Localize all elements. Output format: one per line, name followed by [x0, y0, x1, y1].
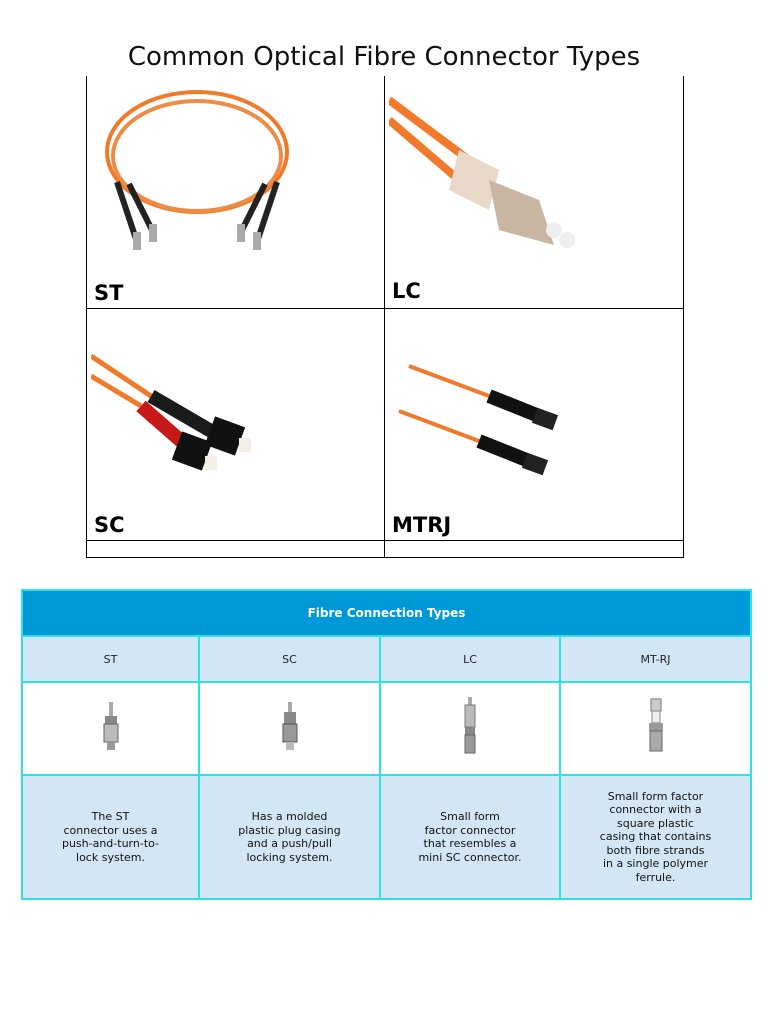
sc-label: SC: [94, 513, 125, 537]
column-header-mtrj: MT-RJ: [560, 636, 751, 682]
column-header-sc: SC: [199, 636, 380, 682]
sc-icon-cell: [199, 682, 380, 775]
lc-connector-image: [389, 80, 589, 280]
connector-photo-grid: [86, 76, 684, 558]
mtrj-description: Small form factor connector with a square plastic casing that contains both fibre strands in a single polymer ferrule.: [560, 775, 751, 899]
lc-connector-icon: [460, 697, 480, 757]
sc-connector-icon: [280, 702, 300, 752]
sc-connector-image: [91, 326, 281, 516]
sc-photo-cell: [86, 324, 385, 541]
lc-photo-cell: [384, 76, 684, 309]
table-header: Fibre Connection Types: [22, 590, 751, 636]
st-connector-icon: [101, 702, 121, 752]
mtrj-icon-cell: [560, 682, 751, 775]
st-icon-cell: [22, 682, 199, 775]
lc-label: LC: [392, 279, 421, 303]
mtrj-label: MTRJ: [392, 513, 452, 537]
lc-icon-cell: [380, 682, 560, 775]
st-description: The ST connector uses a push-and-turn-to- lock system.: [22, 775, 199, 899]
mtrj-connector-image: [389, 326, 579, 516]
st-label: ST: [94, 281, 124, 305]
st-photo-cell: [86, 76, 385, 309]
mtrj-connector-icon: [646, 697, 666, 757]
column-header-st: ST: [22, 636, 199, 682]
lc-description: Small form factor connector that resembles a mini SC connector.: [380, 775, 560, 899]
page-title: Common Optical Fibre Connector Types: [127, 42, 641, 72]
sc-description: Has a molded plastic plug casing and a push/pull locking system.: [199, 775, 380, 899]
fibre-connection-table: [21, 589, 752, 900]
column-header-lc: LC: [380, 636, 560, 682]
st-connector-image: [97, 82, 297, 282]
mtrj-photo-cell: [384, 324, 684, 541]
